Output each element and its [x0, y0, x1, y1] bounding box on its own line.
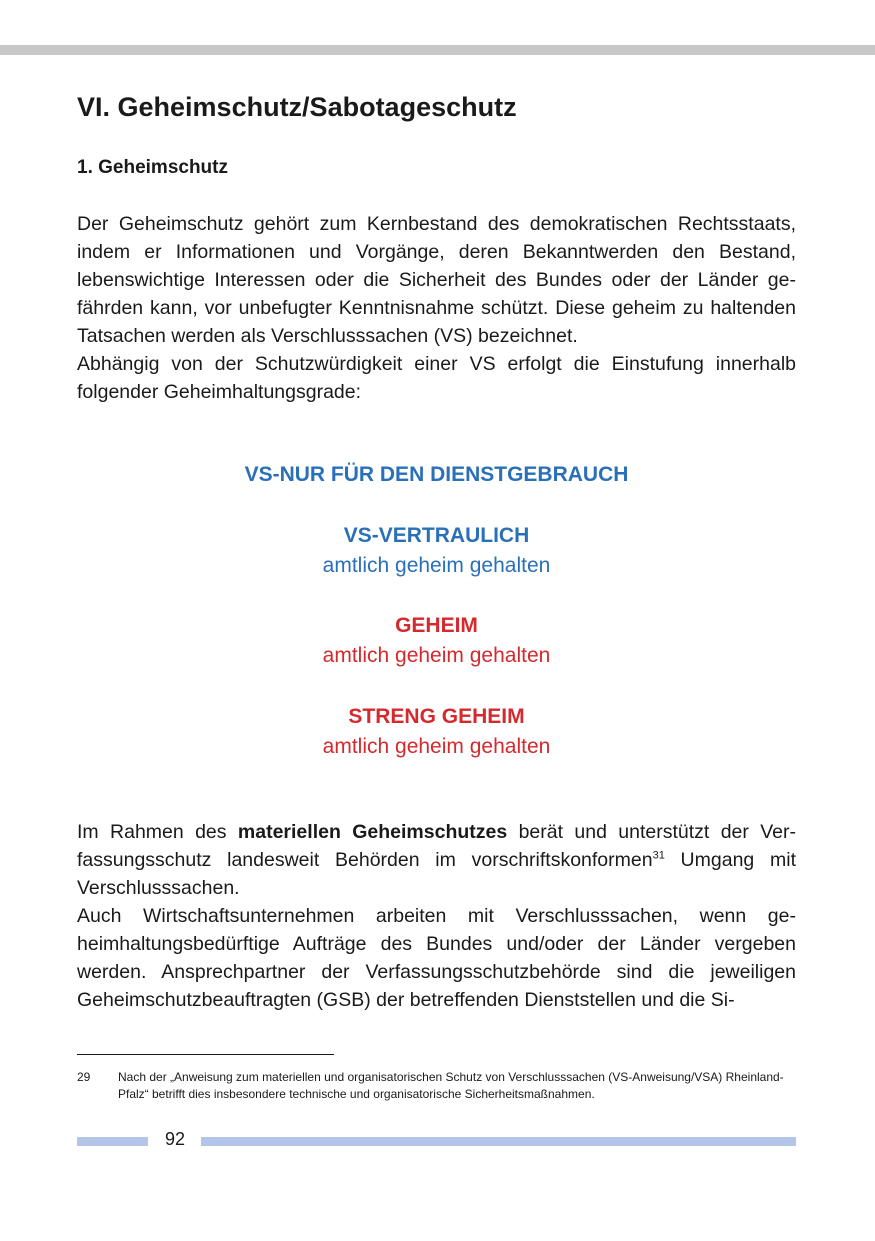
classification-level-vs-nfd — [77, 460, 796, 490]
footnote-number: 29 — [77, 1070, 91, 1084]
footer-bar-right — [201, 1137, 796, 1146]
paragraph-material-protection: Im Rahmen des materiellen Geheimschutzes berät und unterstützt der Verfassungsschutz landesweit Behörden im vorschriftskonformen$^{31}$ Umgang mit Verschlusssachen. — [77, 821, 797, 899]
bold-term: materiellen Geheimschutzes — [237, 821, 508, 843]
classification-subtitle: amtlich geheim gehalten — [322, 554, 551, 577]
page-number: 92 — [164, 1129, 186, 1149]
classification-level-geheim — [77, 611, 796, 671]
paragraph-companies: Auch Wirtschaftsunternehmen arbeiten mit Verschlusssachen, wenn geheimhaltungsbedürftige Aufträge des Bundes und/oder der Länder vergeben werden. Ansprechpartner der Verfassungsschutzbehörde sind die jeweiligen Geheimschutzbeauftragten (GSB) der betreffenden Dienststellen und die Si- — [77, 905, 796, 1011]
paragraph-classification-intro: Abhängig von der Schutzwürdigkeit einer VS erfolgt die Einstufung innerhalb folgender Geheimhaltungsgrade: — [77, 353, 796, 403]
classification-level-streng-geheim — [77, 702, 796, 762]
section-title: 1. Geheimschutz — [77, 157, 228, 178]
classification-subtitle: amtlich geheim gehalten — [322, 735, 551, 758]
classification-name: VS-NUR FÜR DEN DIENSTGEBRAUCH — [244, 463, 629, 486]
classification-name: GEHEIM — [395, 614, 478, 637]
footer-bar-left — [77, 1137, 148, 1146]
paragraph-intro: Der Geheimschutz gehört zum Kernbestand des demokratischen Rechtsstaats, indem er Informationen und Vorgänge, deren Bekanntwerden den Bestand, lebenswichtige Interessen oder die Sicherheit des Bundes oder der Länder gefährden kann, vor unbefugter Kenntnisnahme schützt. Diese geheim zu haltenden Tatsachen werden als Verschlusssachen (VS) bezeichnet. — [77, 213, 796, 347]
footnote-text: Nach der „Anweisung zum materiellen und organisatorischen Schutz von Verschlusssachen (VS-Anweisung/VSA) Rheinland-Pfalz“ betrifft dies insbesondere technische und organisatorische Sicherheitsmaßnahmen. — [118, 1070, 784, 1101]
footnote-divider — [77, 1054, 334, 1055]
classification-subtitle: amtlich geheim gehalten — [322, 644, 551, 667]
classification-name: STRENG GEHEIM — [348, 705, 525, 728]
page-title: VI. Geheimschutz/Sabotageschutz — [77, 92, 517, 122]
footnote-reference[interactable]: 31 — [652, 849, 665, 862]
classification-name: VS-VERTRAULICH — [343, 524, 530, 547]
top-decoration-bar — [0, 45, 875, 55]
classification-level-vs-vertraulich — [77, 521, 796, 581]
